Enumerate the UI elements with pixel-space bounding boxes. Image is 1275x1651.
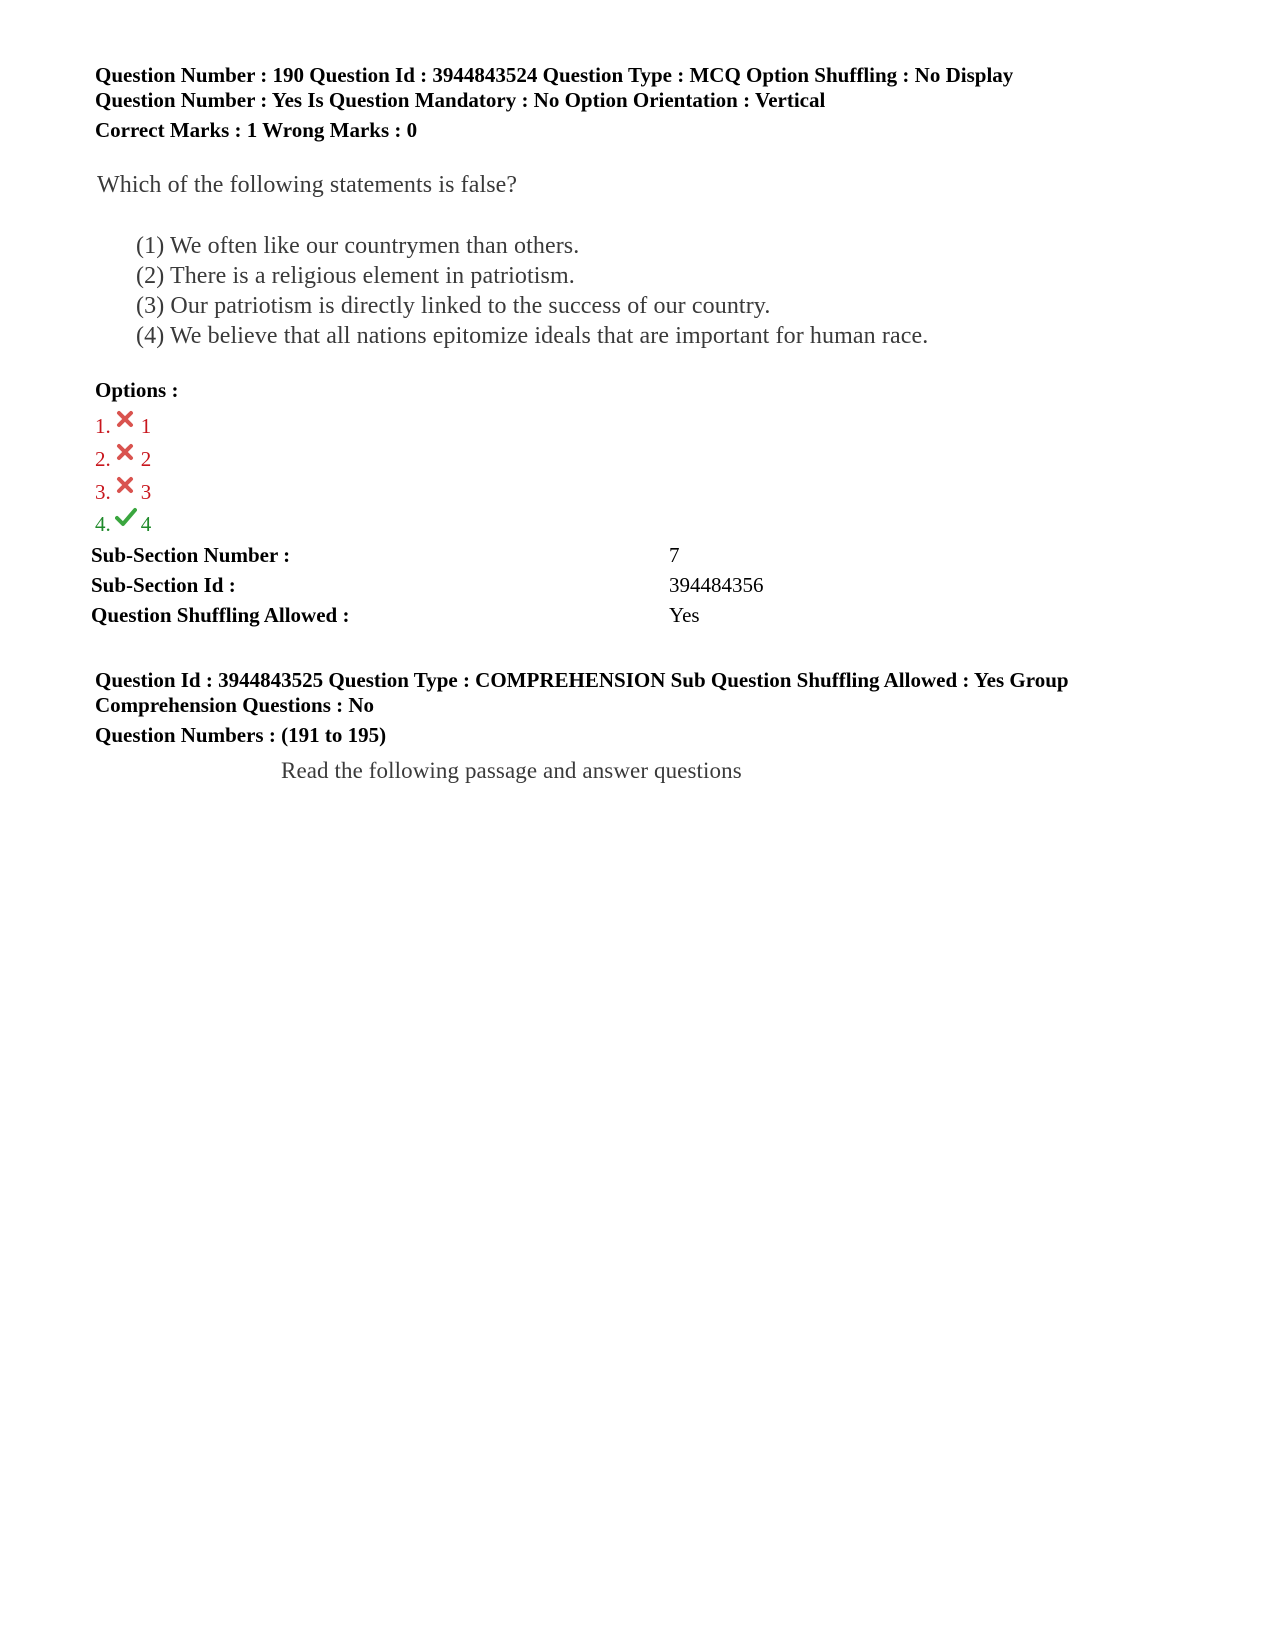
option-3	[95, 475, 151, 505]
comprehension-instruction: Read the following passage and answer questions	[281, 758, 742, 783]
option-number: 3.	[95, 480, 111, 504]
subsection-number-label: Sub-Section Number :	[91, 543, 291, 567]
option-number: 4.	[95, 512, 111, 536]
check-icon	[115, 507, 135, 527]
option-value: 3	[140, 480, 152, 504]
comprehension-question-numbers: Question Numbers : (191 to 195)	[95, 723, 387, 747]
question-meta-line-2: Question Number : Yes Is Question Mandatory : No Option Orientation : Vertical	[95, 88, 826, 112]
option-number: 1.	[95, 414, 111, 438]
statement-2: (2) There is a religious element in patriotism.	[136, 263, 575, 289]
cross-icon	[115, 475, 135, 495]
question-marks: Correct Marks : 1 Wrong Marks : 0	[95, 118, 418, 142]
options-heading: Options :	[95, 378, 179, 402]
comprehension-meta-line-1: Question Id : 3944843525 Question Type : COMPREHENSION Sub Question Shuffling Allowed : Yes Group	[95, 668, 1069, 692]
question-shuffling-label: Question Shuffling Allowed :	[91, 603, 350, 627]
cross-icon	[115, 442, 135, 462]
option-value: 1	[140, 414, 152, 438]
subsection-id-value: 394484356	[669, 573, 764, 597]
option-4	[95, 507, 151, 537]
option-2	[95, 442, 151, 472]
comprehension-meta-line-2: Comprehension Questions : No	[95, 693, 375, 717]
subsection-id-label: Sub-Section Id :	[91, 573, 236, 597]
option-value: 4	[140, 512, 152, 536]
question-shuffling-value: Yes	[669, 603, 700, 627]
option-value: 2	[140, 447, 152, 471]
question-text: Which of the following statements is false?	[97, 172, 518, 198]
option-number: 2.	[95, 447, 111, 471]
statement-1: (1) We often like our countrymen than others.	[136, 233, 580, 259]
statement-4: (4) We believe that all nations epitomize ideals that are important for human race.	[136, 323, 929, 349]
statement-3: (3) Our patriotism is directly linked to the success of our country.	[136, 293, 771, 319]
subsection-number-value: 7	[669, 543, 680, 567]
cross-icon	[115, 409, 135, 429]
question-meta-line-1: Question Number : 190 Question Id : 3944843524 Question Type : MCQ Option Shuffling : No Display	[95, 63, 1014, 87]
option-1	[95, 409, 151, 439]
